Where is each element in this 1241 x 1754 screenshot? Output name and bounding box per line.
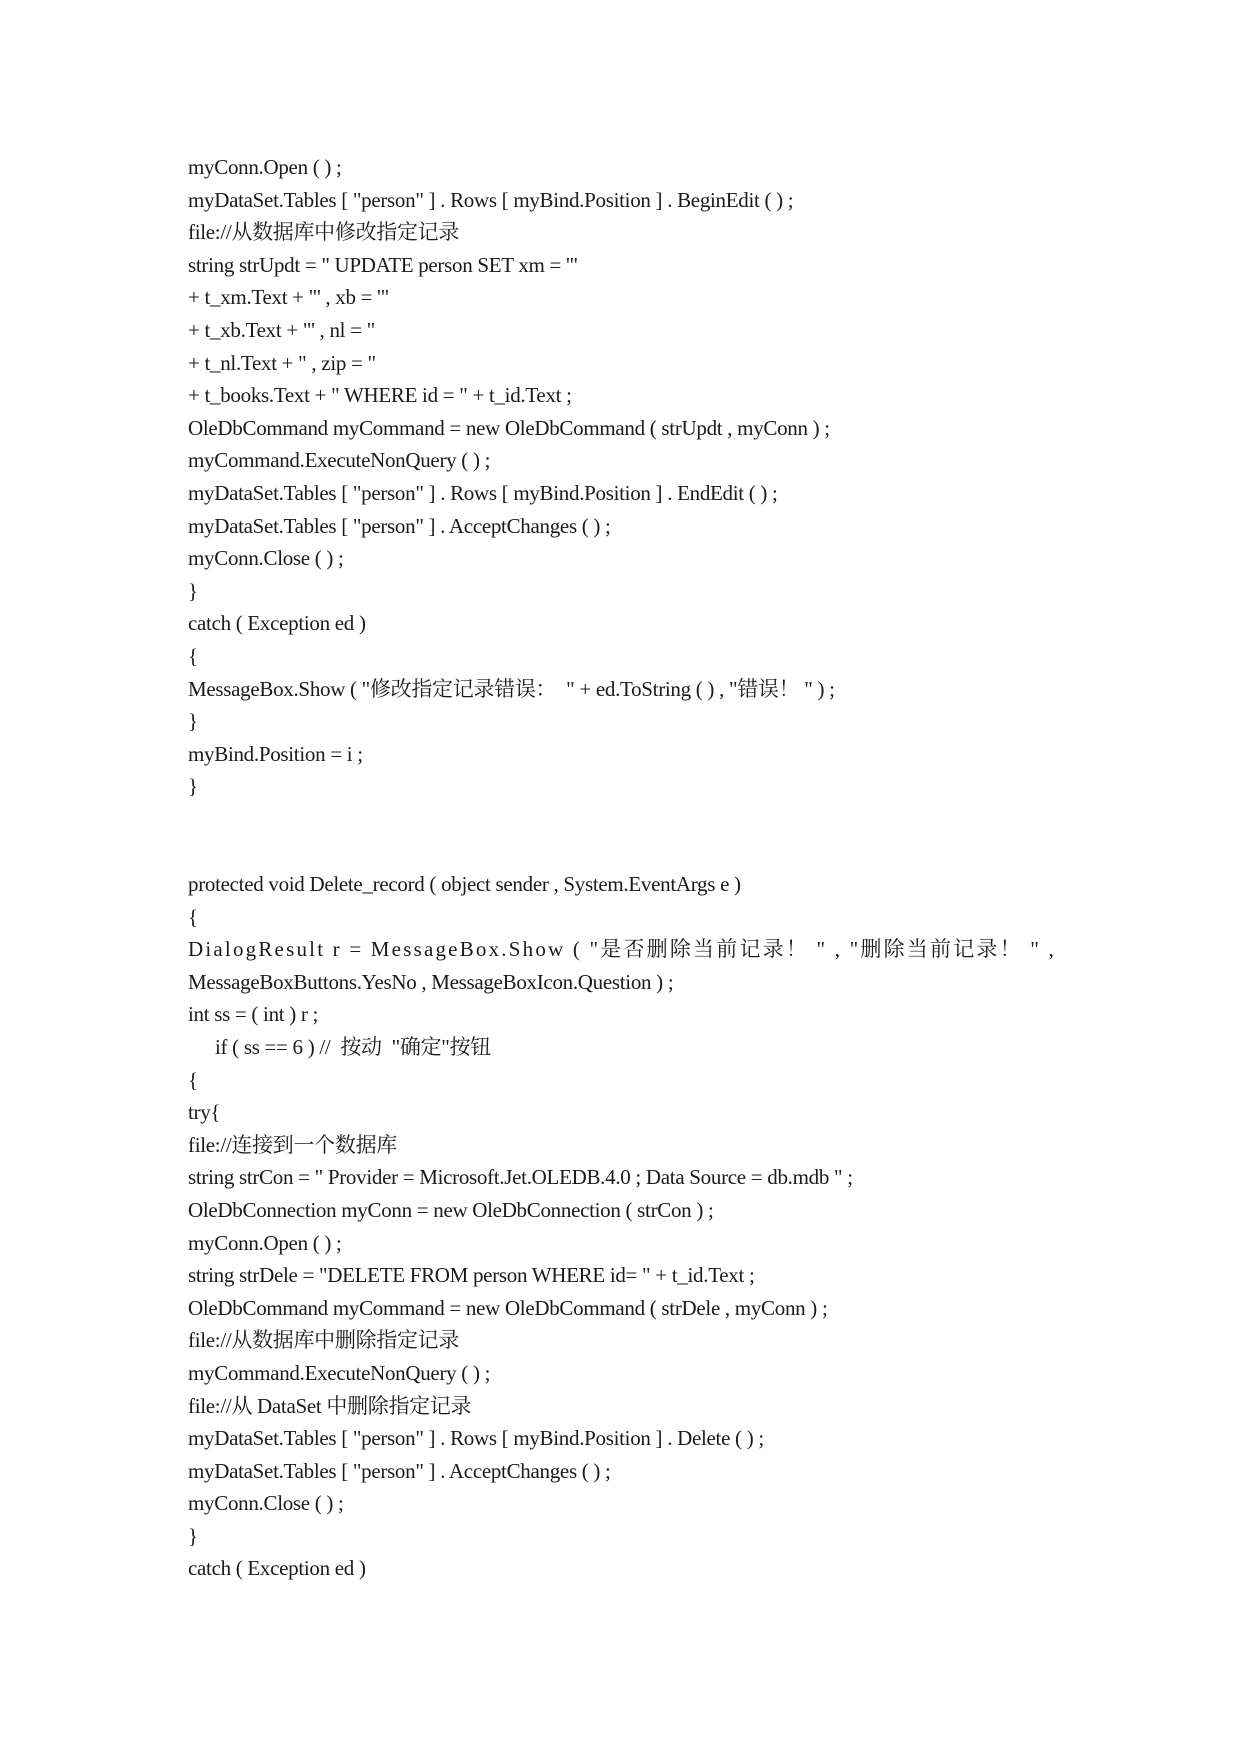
code-line: myDataSet.Tables [ "person" ] . AcceptChanges ( ) ; [188, 513, 611, 538]
code-line: myDataSet.Tables [ "person" ] . Rows [ myBind.Position ] . EndEdit ( ) ; [188, 480, 778, 505]
code-line: + t_xm.Text + "' , xb = '" [188, 285, 389, 310]
code-line: MessageBoxButtons.YesNo , MessageBoxIcon.Question ) ; [188, 969, 674, 994]
code-line: } [188, 578, 198, 603]
code-block-delete [188, 868, 1088, 1585]
code-line: { [188, 904, 198, 929]
code-line: catch ( Exception ed ) [188, 611, 366, 636]
code-line: myDataSet.Tables [ "person" ] . AcceptChanges ( ) ; [188, 1458, 611, 1483]
code-line: string strUpdt = " UPDATE person SET xm = '" [188, 252, 578, 277]
code-comment-line: file://从数据库中删除指定记录 [188, 1328, 460, 1353]
code-line: + t_books.Text + " WHERE id = " + t_id.Text ; [188, 383, 572, 408]
code-line: } [188, 1523, 198, 1548]
code-line: string strCon = " Provider = Microsoft.Jet.OLEDB.4.0 ; Data Source = db.mdb " ; [188, 1165, 853, 1190]
code-line: try{ [188, 1100, 221, 1125]
code-line: } [188, 709, 198, 734]
code-line: DialogResult r = MessageBox.Show ( "是否删除当前记录！ " , "删除当前记录！ " , [188, 937, 1056, 962]
code-line: OleDbCommand myCommand = new OleDbCommand ( strUpdt , myConn ) ; [188, 415, 830, 440]
code-line: { [188, 1067, 198, 1092]
code-line: myConn.Close ( ) ; [188, 1491, 344, 1516]
code-line: MessageBox.Show ( "修改指定记录错误： " + ed.ToString ( ) , "错误！ " ) ; [188, 676, 835, 701]
code-line: myConn.Close ( ) ; [188, 546, 344, 571]
code-line: myCommand.ExecuteNonQuery ( ) ; [188, 1360, 491, 1385]
code-line: myDataSet.Tables [ "person" ] . Rows [ myBind.Position ] . BeginEdit ( ) ; [188, 187, 794, 212]
code-line: if ( ss == 6 ) // 按动 "确定"按钮 [215, 1034, 491, 1059]
code-line: int ss = ( int ) r ; [188, 1002, 319, 1027]
code-line: + t_xb.Text + "' , nl = " [188, 317, 375, 342]
code-line: myConn.Open ( ) ; [188, 1230, 342, 1255]
code-line: { [188, 643, 198, 668]
code-line: myCommand.ExecuteNonQuery ( ) ; [188, 448, 491, 473]
code-line: myBind.Position = i ; [188, 741, 363, 766]
code-comment-line: file://连接到一个数据库 [188, 1132, 397, 1157]
code-line: string strDele = "DELETE FROM person WHERE id= " + t_id.Text ; [188, 1263, 755, 1288]
code-line: + t_nl.Text + " , zip = " [188, 350, 376, 375]
code-line: OleDbConnection myConn = new OleDbConnection ( strCon ) ; [188, 1197, 714, 1222]
code-line: myConn.Open ( ) ; [188, 155, 342, 179]
code-comment-line: file://从 DataSet 中删除指定记录 [188, 1393, 472, 1418]
code-comment-line: file://从数据库中修改指定记录 [188, 220, 460, 245]
code-line: } [188, 774, 198, 799]
code-block-update [188, 151, 1088, 803]
code-line: OleDbCommand myCommand = new OleDbCommand ( strDele , myConn ) ; [188, 1295, 828, 1320]
code-line: catch ( Exception ed ) [188, 1556, 366, 1581]
code-line: protected void Delete_record ( object sender , System.EventArgs e ) [188, 872, 741, 896]
code-line: myDataSet.Tables [ "person" ] . Rows [ myBind.Position ] . Delete ( ) ; [188, 1426, 764, 1451]
